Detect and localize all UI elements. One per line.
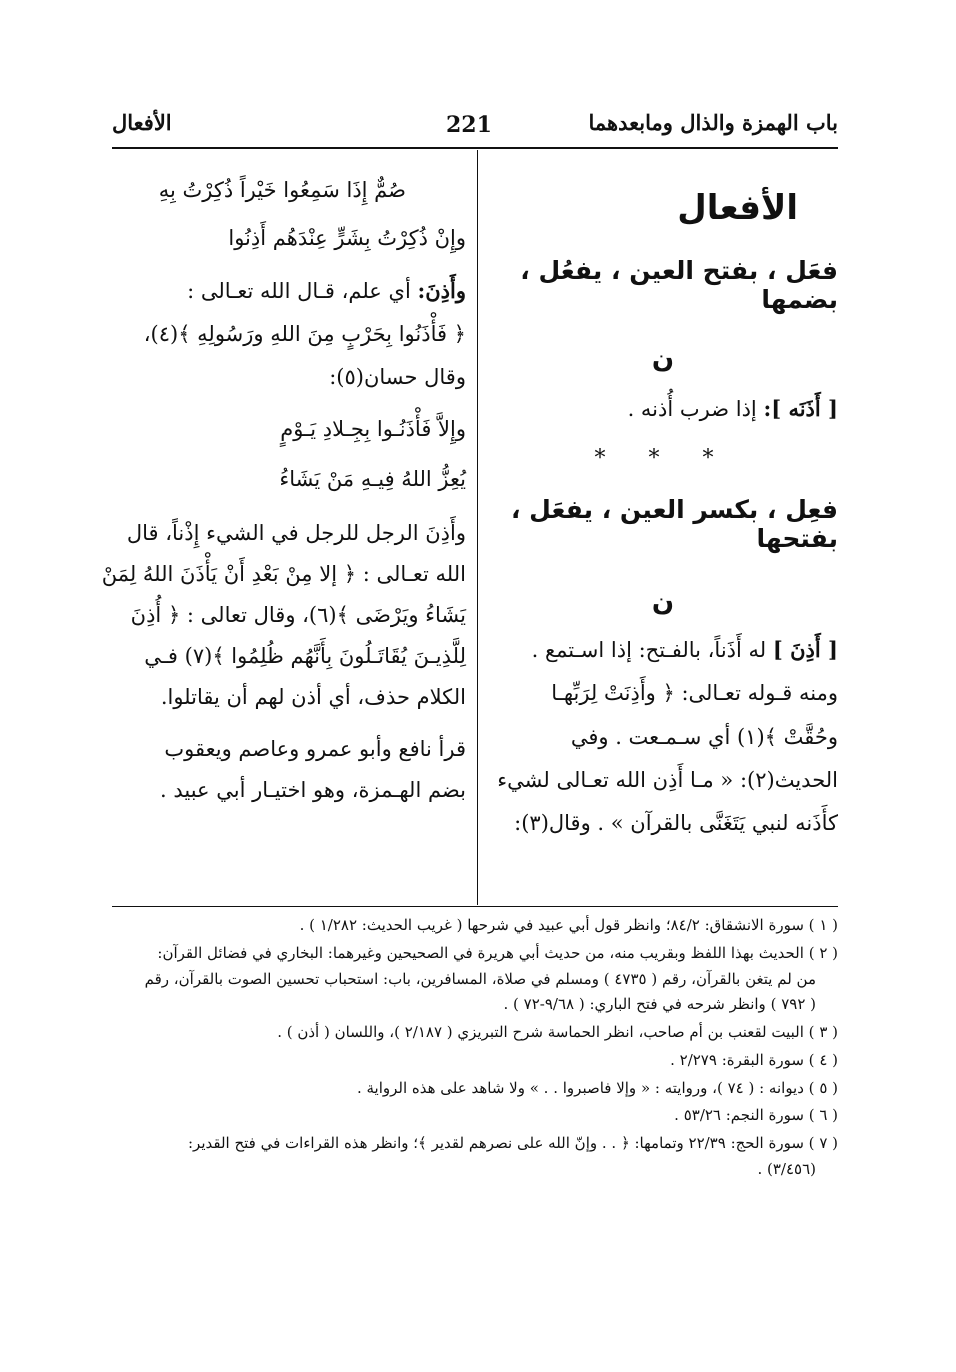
entry2-line4: الحديث(٢): « مـا أَذِن الله تعـالى لشيء: [497, 767, 838, 792]
entry1: [488, 396, 838, 422]
page-number: 221: [446, 112, 492, 138]
section2-letter: ن: [651, 587, 675, 618]
separator-stars: * * *: [594, 446, 732, 472]
left-line2: ﴿ فَأْذَنُوا بِحَرْبٍ مِنَ اللهِ ورَسُولِهِ ﴾(٤)،: [143, 322, 466, 347]
chapter-title: باب الهمزة والذال ومابعدهما: [588, 110, 838, 135]
entry1-word: [ أَذَنَه ]:: [763, 396, 838, 421]
entry2-line1: [488, 637, 838, 663]
right-column: [488, 170, 838, 836]
verse1-first: صُمٌّ إِذَا سَمِعُوا خَيْراً ذُكِرْتُ بِهِ: [158, 178, 406, 202]
entry1-text: إذا ضرب أُذنه .: [627, 397, 757, 421]
left-column: [101, 160, 466, 803]
footnote-2-cont: من لم يتغن بالقرآن، رقم ( ٤٧٣٥ ) ومسلم في صلاة، المسافرين، باب: استحباب تحسين الصوت بالقرآن، رقم: [144, 969, 816, 988]
footnote-3: ( ٣ ) البيت لقعنب بن أم صاحب، انظر الحماسة شرح التبريزي ( ٢/١٨٧ )، واللسان ( أذن ) .: [277, 1023, 838, 1041]
footnotes: [112, 915, 838, 1187]
left-para6: قرأ نافع وأبو عمرو وعاصم ويعقوب: [164, 736, 466, 761]
left-line1: [116, 278, 466, 304]
left-line1-text: أي علم، قـال الله تعـالى :: [187, 279, 411, 303]
section-title: الأفعال: [112, 110, 172, 135]
footnote-2: ( ٢ ) الحديث بهذا اللفظ وبقريب منه، من حديث أبي هريرة في الصحيحين وغيرهما: البخاري في فضائل القرآن:: [157, 943, 838, 962]
left-para3: يَشَاءُ ويَرْضَى ﴾(٦)، وقال تعالى : ﴿ أُذِنَ: [130, 602, 466, 627]
left-para7: بضم الهـمزة، وهو اختيـار أبي عبيد .: [160, 777, 466, 802]
verse2-first: وإِلاَّ فَأْذَنُـوا بِجِـلادِ يَـوْمٍ: [280, 416, 466, 441]
verse2-second: يُعِزُّ اللهُ فِيـهِ مَنْ يَشَاءُ: [279, 466, 466, 491]
footnote-2-cont2: ( ٧٩٢ ) وانظر شرحه في فتح الباري: ( ٩/٦٨-٧٢ ) .: [503, 995, 816, 1014]
section1-letter: ن: [651, 344, 675, 374]
section1-heading: فعَل ، بفتح العين ، يفعُل ، بضمها: [520, 256, 838, 314]
entry2-line2: ومنه قـوله تعـالى: ﴿ وأَذِنَتْ لِرَبِّهـا: [551, 681, 838, 706]
left-para4: لِلَّذِيـنَ يُقَاتَـلُونَ بِأَنَّهُم ظُلِمُوا ﴾(٧) فـي: [144, 644, 466, 669]
left-para2: الله تعـالى : ﴿ إلا مِنْ بَعْدِ أَنْ يَأْذَنَ اللهُ لِمَنْ: [101, 561, 466, 586]
footnote-4: ( ٤ ) سورة البقرة: ٢/٢٧٩ .: [670, 1050, 838, 1069]
footnote-5: ( ٥ ) ديوانه : ( ٧٤ )، وروايته : « وإلا فاصبروا . . » ولا شاهد على هذه الرواية .: [356, 1078, 838, 1097]
header-rule: [112, 147, 838, 149]
footnote-6: ( ٦ ) سورة النجم: ٥٣/٢٦ .: [674, 1106, 838, 1125]
footnote-7: ( ٧ ) سورة الحج: ٢٢/٣٩ وتمامها: ﴿ . . وإنّ الله على نصرهم لقدير ﴾؛ وانظر هذه القراءات في فتح القدير:: [188, 1134, 838, 1152]
left-para1: وأَذِنَ الرجل للرجل في الشيء إِذْناً، قال: [126, 520, 466, 545]
left-line1-word: وأَذِنَ:: [417, 278, 466, 303]
column-divider: [477, 150, 478, 905]
main-heading: الأفعال: [677, 188, 798, 228]
entry2-line3: وحُقَّتْ ﴾(١) أي سـمـعت . وفي: [570, 724, 838, 749]
verse1-second: وإِنْ ذُكِرْتُ بِشَرٍّ عِنْدَهُم أَذِنُوا: [228, 226, 466, 250]
footnote-rule: [112, 906, 838, 907]
entry2-line5: كأَذَنه لنبي يَتَغَنَّى بالقرآن » . وقال(٣):: [514, 810, 838, 835]
footnote-7-cont: (٣/٤٥٦) .: [757, 1159, 816, 1178]
entry2-line1-text: له أَذَناً، بالفـتح: إذا اسـتمع .: [531, 638, 767, 663]
entry2-word: [ أَذِنَ ]: [772, 637, 838, 663]
footnote-1: ( ١ ) سورة الانشقاق: ٨٤/٢؛ وانظر قول أبي عبيد في شرحها ( غريب الحديث: ١/٢٨٢ ) .: [299, 916, 838, 934]
section2-heading: فعِل ، بكسر العين ، يفعَل ، بفتحها: [510, 495, 838, 554]
left-line3: وقال حسان(٥):: [329, 365, 466, 390]
left-para5: الكلام حذف، أي أذن لهم أن يقاتلوا.: [160, 685, 466, 710]
